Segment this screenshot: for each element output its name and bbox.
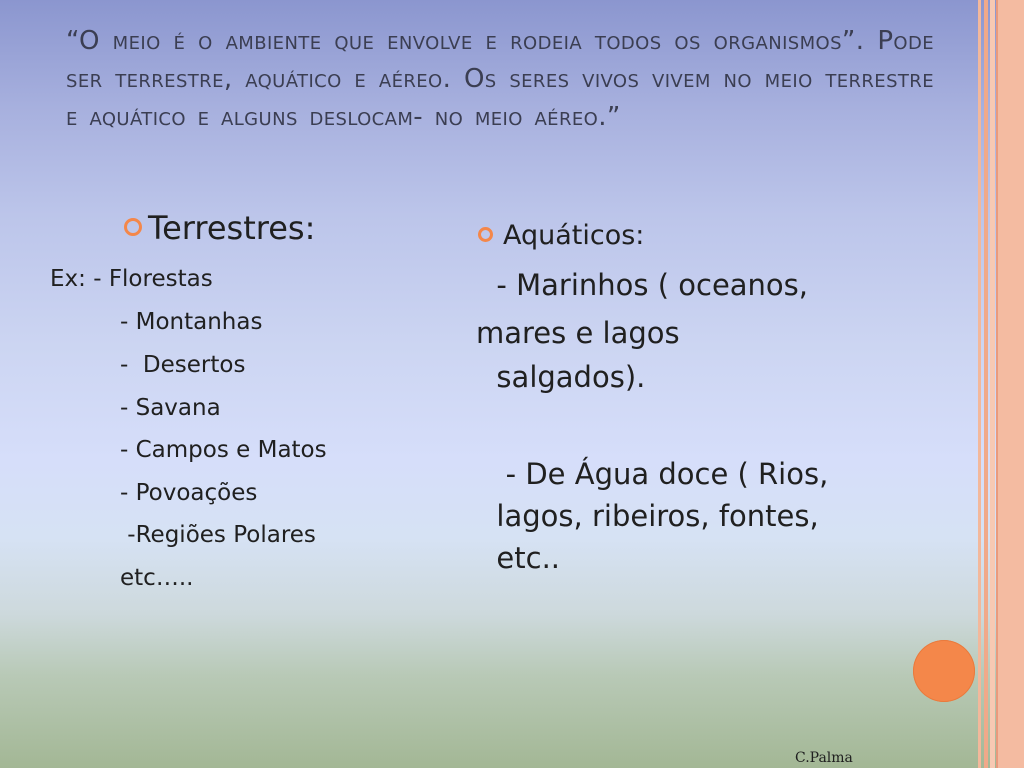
decorative-stripe	[990, 0, 995, 768]
decorative-circle	[913, 640, 975, 702]
decorative-stripe	[978, 0, 981, 768]
terrestres-item: - Povoações	[120, 480, 258, 506]
aquaticos-line: mares e lagos	[476, 316, 680, 350]
terrestres-item: - Montanhas	[120, 309, 263, 335]
terrestres-heading	[124, 208, 315, 248]
aquaticos-heading	[478, 218, 644, 254]
aquaticos-line: - Marinhos ( oceanos,	[478, 268, 809, 302]
aquaticos-heading-text: Aquáticos:	[503, 220, 645, 251]
bullet-icon	[478, 227, 493, 242]
bullet-icon	[124, 218, 142, 236]
decorative-stripe	[984, 0, 988, 768]
terrestres-item: -Regiões Polares	[120, 522, 316, 548]
aquaticos-line: lagos, ribeiros, fontes,	[478, 499, 819, 533]
aquaticos-line: salgados).	[478, 360, 646, 394]
aquaticos-line: etc..	[478, 541, 561, 575]
terrestres-heading-text: Terrestres:	[148, 209, 316, 247]
terrestres-item: - Campos e Matos	[120, 437, 327, 463]
terrestres-item: - Savana	[120, 395, 221, 421]
aquaticos-line: - De Água doce ( Rios,	[478, 457, 829, 491]
author-credit: C.Palma	[795, 750, 853, 766]
decorative-stripe	[998, 0, 1024, 768]
slide-quote: “O meio é o ambiente que envolve e rodeia todos os organismos”. Pode ser terrestre, aquático e aéreo. Os seres vivos vivem no meio terrestre e aquático e alguns deslocam- no meio aéreo.”	[66, 26, 934, 132]
terrestres-item: etc…..	[120, 565, 194, 591]
terrestres-item: - Desertos	[120, 352, 246, 378]
terrestres-example-line: Ex: - Florestas	[50, 266, 213, 292]
